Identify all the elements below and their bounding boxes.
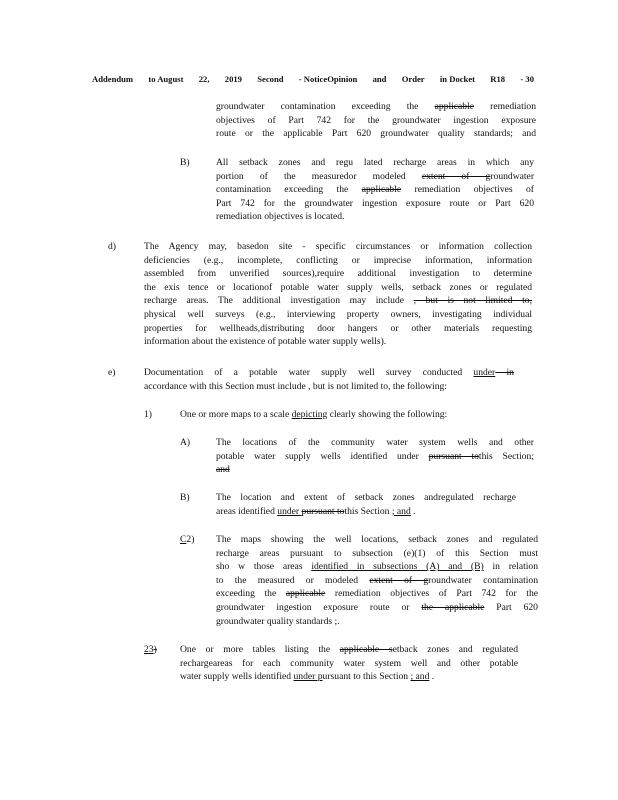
header-part: 2019 xyxy=(224,74,242,84)
item-a-text xyxy=(216,436,534,477)
text-line: contamination exceeding the applicable remediation objectives of xyxy=(216,184,535,196)
text-line: the exis tence or locationof potable water supply wells, setback zones or regulated xyxy=(144,281,532,293)
underlined-text: depicting xyxy=(291,409,328,420)
item-1-text xyxy=(180,408,510,422)
struck-text: , but is not limited to, xyxy=(413,295,532,307)
struck-text: the applicable xyxy=(421,601,485,613)
struck-text: extent of g xyxy=(369,574,429,586)
item-label: d) xyxy=(108,241,116,252)
item-label: e) xyxy=(108,367,116,378)
text-line: All setback zones and regu lated recharge areas in which any xyxy=(216,157,534,168)
text-line: remediation objectives is located. xyxy=(216,211,345,223)
text-line: portion of the measuredor modeled extent of groundwater xyxy=(216,170,535,182)
item-d-text xyxy=(144,240,532,349)
text-line: groundwater contamination exceeding the applicable remediation xyxy=(216,101,536,112)
text-line: The locations of the community water system wells and other xyxy=(216,437,534,448)
text-line: assembled from unverified sources),require additional investigation to determine xyxy=(144,268,532,280)
struck-text: in xyxy=(495,367,514,378)
underlined-text: ; and xyxy=(391,505,411,517)
text-line: One or more maps to a scale depicting clearly showing the following: xyxy=(180,409,448,420)
text-line: route or the applicable Part 620 groundwater quality standards; and xyxy=(216,128,536,140)
header-part: 22, xyxy=(198,74,210,84)
text-line: information about the existence of potable water supply wells). xyxy=(144,336,387,348)
item-label: B) xyxy=(180,492,190,503)
header-part: and xyxy=(372,74,387,84)
struck-text: applicable xyxy=(361,184,402,196)
text-line xyxy=(216,463,534,477)
header-part: to August xyxy=(148,74,184,84)
paragraph-b-continuation xyxy=(216,100,536,141)
header-part: Order xyxy=(401,74,425,84)
item-label: 1) xyxy=(144,409,152,420)
item-b2-text xyxy=(216,491,516,518)
underlined-text: under xyxy=(473,367,496,378)
text-line: sho w those areas identified in subsections (A) and (B) in relation xyxy=(216,561,538,573)
struck-text: pursuant to xyxy=(301,505,345,517)
text-line: exceeding the applicable remediation objectives of Part 742 for the xyxy=(216,588,539,600)
header-part: R18 xyxy=(490,74,506,84)
item-label: C2) xyxy=(180,534,195,545)
text-line: groundwater quality standards ;. xyxy=(216,615,340,627)
text-line: objectives of Part 742 for the groundwater ingestion exposure xyxy=(216,114,536,126)
struck-text: pursuant to xyxy=(428,450,479,462)
text-line: recharge areas pursuant to subsection (e)(1) of this Section must xyxy=(216,547,538,559)
header-part: - NoticeOpinion xyxy=(298,74,358,84)
text-line: One or more tables listing the applicable setback zones and regulated xyxy=(180,644,518,655)
header-part: - 30 xyxy=(520,74,534,84)
text-line: The Agency may, basedon site - specific circumstances or information collection xyxy=(144,241,532,252)
text-line: recharge areas. The additional investigation may include , but is not limited to, xyxy=(144,295,532,307)
underlined-text: identified in subsections (A) and (B) xyxy=(311,561,484,573)
header-part: in Docket xyxy=(439,74,476,84)
text-line: The location and extent of setback zones andregulated recharge xyxy=(216,492,516,503)
underlined-text: ; and xyxy=(410,671,430,683)
text-line: physical well surveys (e.g., interviewing property owners, investigating individual xyxy=(144,308,532,320)
underlined-text: under xyxy=(277,505,302,517)
text-line: to the measured or modeled extent of groundwater contamination xyxy=(216,574,539,586)
text-line: groundwater ingestion exposure route or the applicable Part 620 xyxy=(216,601,538,613)
struck-text: applicable s xyxy=(339,644,393,655)
struck-text: applicable xyxy=(285,588,326,600)
text-line: areas identified under pursuant tothis Section ; and . xyxy=(216,505,416,517)
text-line: rechargeareas for each community water system well and other potable xyxy=(180,657,518,669)
item-label: 23) xyxy=(144,644,157,655)
item-e-text xyxy=(144,366,514,393)
item-label: A) xyxy=(180,437,191,448)
struck-text: extent of g xyxy=(421,170,491,182)
item-c2-text xyxy=(216,533,538,628)
item-label: B) xyxy=(180,157,190,168)
text-line: accordance with this Section must include , but is not limited to, the following: xyxy=(144,380,447,392)
item-23-text xyxy=(180,643,518,684)
struck-text: applicable xyxy=(434,101,475,112)
text-line: properties for wellheads,distributing door hangers or other materials requesting xyxy=(144,322,532,334)
item-b-text xyxy=(216,156,534,224)
header-part: Second xyxy=(257,74,284,84)
text-line: Part 742 for the groundwater ingestion exposure route or Part 620 xyxy=(216,197,534,209)
text-line: potable water supply wells identified under pursuant tothis Section; xyxy=(216,450,534,462)
page-header xyxy=(92,74,534,84)
text-line: Documentation of a potable water supply well survey conducted under in xyxy=(144,367,514,378)
struck-text: and xyxy=(216,464,230,476)
text-line: water supply wells identified under pursuant to this Section ; and . xyxy=(180,671,435,683)
header-part: Addendum xyxy=(92,74,134,84)
text-line: The maps showing the well locations, setback zones and regulated xyxy=(216,534,538,545)
underlined-text: under p xyxy=(293,671,323,683)
text-line: deficiencies (e.g., incomplete, conflicting or imprecise information, information xyxy=(144,254,532,266)
